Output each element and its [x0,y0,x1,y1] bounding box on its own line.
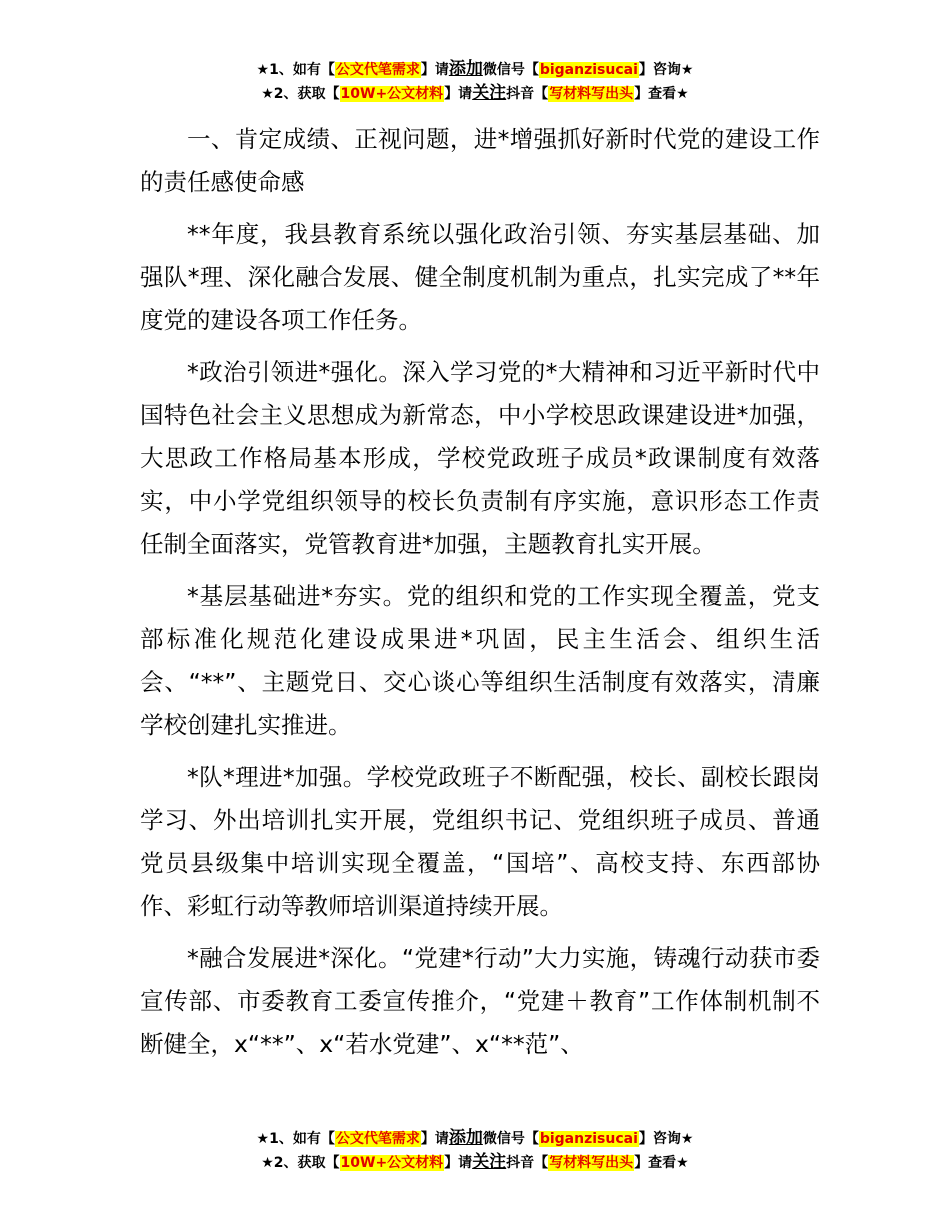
banner-highlight: 写材料写出头 [549,1155,634,1171]
banner-text: 微信号【 [482,62,539,78]
banner-text: ★1、如有【 [256,62,335,78]
footer-banner [0,1127,950,1175]
banner-text: 抖音【 [506,86,549,102]
banner-emphasis: 添加 [448,59,483,79]
banner-text: 】咨询★ [638,1131,694,1147]
banner-text: 】请 [444,1155,473,1171]
banner-emphasis: 关注 [472,1152,507,1172]
banner-text: 】查看★ [634,1155,689,1171]
header-banner [0,58,950,106]
banner-highlight: 写材料写出头 [549,86,634,102]
banner-text: 】请 [420,62,449,78]
section-heading: 一、肯定成绩、正视问题，进*增强抓好新时代党的建设工作的责任感使命感 [140,125,820,196]
document-body [140,118,820,1075]
banner-highlight: biganzisucai [539,62,638,78]
banner-text: ★1、如有【 [256,1131,335,1147]
banner-text: 抖音【 [506,1155,549,1171]
banner-line-1 [0,58,950,82]
banner-text: ★2、获取【 [261,1155,340,1171]
body-paragraph: **年度，我县教育系统以强化政治引领、夯实基层基础、加强队*理、深化融合发展、健全制度机制为重点，扎实完成了**年度党的建设各项工作任务。 [140,220,820,334]
banner-line-2 [0,1151,950,1175]
banner-text: 微信号【 [482,1131,539,1147]
body-paragraph: *政治引领进*强化。深入学习党的*大精神和习近平新时代中国特色社会主义思想成为新常态，中小学校思政课建设进*加强，大思政工作格局基本形成，学校党政班子成员*政课制度有效落实，中小学党组织领导的校长负责制有序实施，意识形态工作责任制全面落实，党管教育进*加强，主题教育扎实开展。 [140,358,820,558]
banner-emphasis: 添加 [448,1128,483,1148]
banner-highlight: 10W+公文材料 [340,86,444,102]
banner-highlight: 10W+公文材料 [340,1155,444,1171]
banner-text: 】咨询★ [638,62,694,78]
banner-text: 】请 [420,1131,449,1147]
banner-highlight: 公文代笔需求 [335,1131,420,1147]
body-paragraph: *基层基础进*夯实。党的组织和党的工作实现全覆盖，党支部标准化规范化建设成果进*巩固，民主生活会、组织生活会、“**”、主题党日、交心谈心等组织生活制度有效落实，清廉学校创建扎实推进。 [140,582,820,739]
body-paragraph: *融合发展进*深化。“党建*行动”大力实施，铸魂行动获市委宣传部、市委教育工委宣传推介，“党建＋教育”工作体制机制不断健全，x“**”、x“若水党建”、x“**范”、 [140,944,820,1058]
banner-line-1 [0,1127,950,1151]
banner-emphasis: 关注 [472,83,507,103]
banner-text: 】请 [444,86,473,102]
banner-highlight: 公文代笔需求 [335,62,420,78]
banner-text: ★2、获取【 [261,86,340,102]
banner-line-2 [0,82,950,106]
banner-text: 】查看★ [634,86,689,102]
body-paragraph: *队*理进*加强。学校党政班子不断配强，校长、副校长跟岗学习、外出培训扎实开展，党组织书记、党组织班子成员、普通党员县级集中培训实现全覆盖，“国培”、高校支持、东西部协作、彩虹行动等教师培训渠道持续开展。 [140,763,820,920]
banner-highlight: biganzisucai [539,1131,638,1147]
